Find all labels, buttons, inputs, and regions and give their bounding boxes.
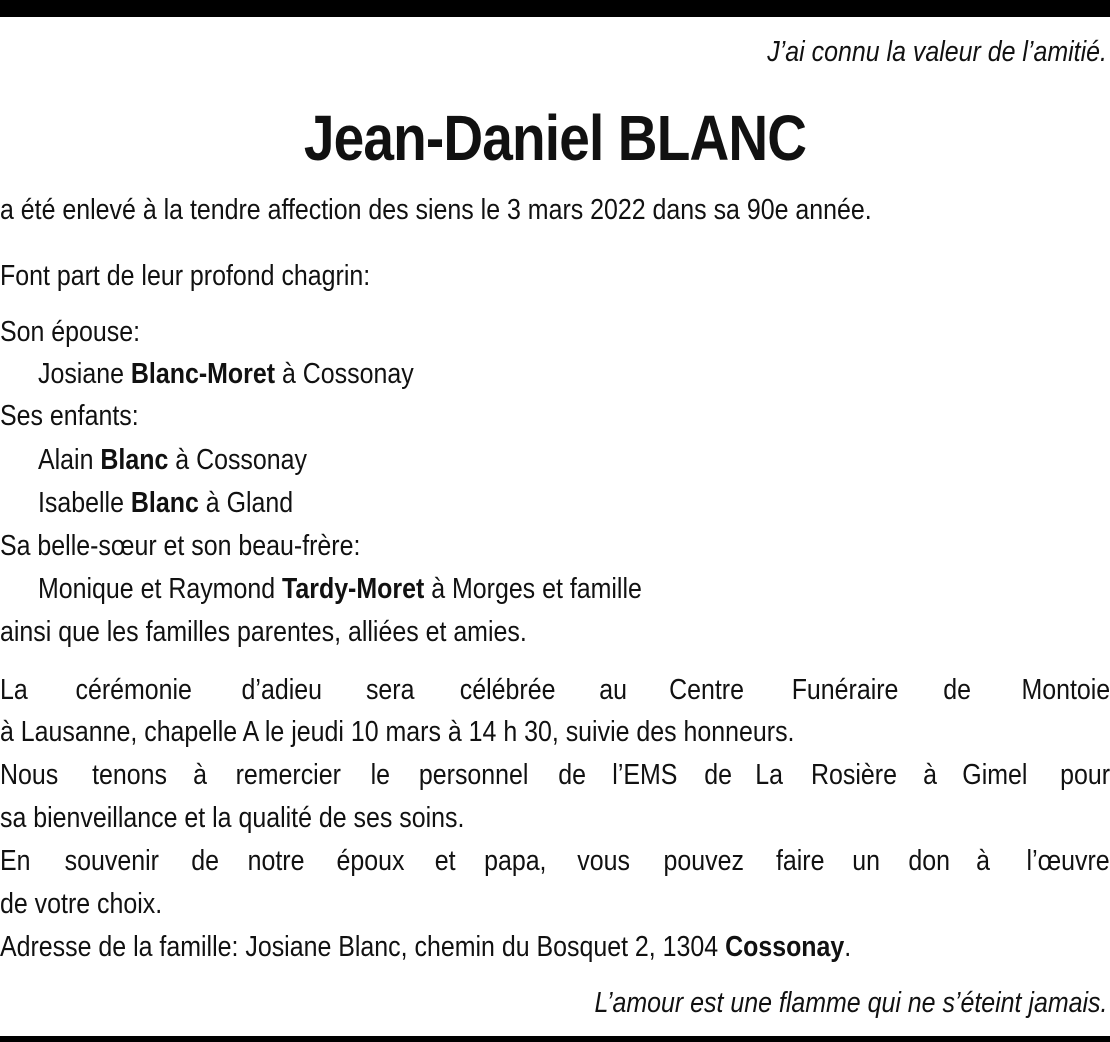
word: cérémonie [75, 674, 192, 706]
word: sera [365, 674, 415, 706]
inlaws-heading: Sa belle-sœur et son beau-frère: [0, 530, 361, 562]
child-last-name: Blanc [100, 444, 169, 476]
ceremony-line-2: à Lausanne, chapelle A le jeudi 10 mars à 14 h 30, suivie des honneurs. [0, 716, 795, 748]
child-last-name: Blanc [130, 487, 199, 519]
word: à [193, 759, 208, 791]
spouse-place: à Cossonay [281, 358, 414, 390]
inlaws-last-name: Tardy-Moret [281, 573, 425, 605]
word: l’EMS [612, 759, 678, 791]
word: de [191, 845, 220, 877]
word: un [852, 845, 881, 877]
spouse-heading: Son épouse: [0, 316, 141, 348]
donation-line-2: de votre choix. [0, 888, 163, 920]
spouse-first-name: Josiane [38, 358, 124, 390]
word: à [923, 759, 938, 791]
word: Gimel [962, 759, 1028, 791]
word: de [943, 674, 971, 706]
child-first-name: Isabelle [38, 487, 124, 519]
children-heading: Ses enfants: [0, 400, 139, 432]
word: à [976, 845, 991, 877]
word: Nous [0, 759, 59, 791]
word: de [558, 759, 587, 791]
word: papa, [483, 845, 547, 877]
word: célébrée [459, 674, 556, 706]
word: et [434, 845, 455, 877]
word: Montoie [1021, 674, 1110, 706]
inlaws-entry [38, 569, 642, 609]
word: En [0, 845, 31, 877]
announcement-line: Font part de leur profond chagrin: [0, 260, 371, 292]
word: pour [1059, 759, 1110, 791]
deceased-name-text: Jean-Daniel BLANC [303, 102, 807, 174]
child-entry [38, 483, 293, 523]
word: d’adieu [241, 674, 322, 706]
word: remercier [235, 759, 342, 791]
donation-line-1 [0, 841, 1110, 881]
child-place: à Cossonay [175, 444, 307, 476]
address-period: . [844, 931, 852, 963]
inlaws-place: à Morges et famille [431, 573, 642, 605]
word: l’œuvre [1026, 845, 1110, 877]
families-line: ainsi que les familles parentes, alliées et amies. [0, 616, 527, 648]
word: souvenir [65, 845, 160, 877]
bottom-border [0, 1036, 1110, 1042]
child-entry [38, 440, 307, 480]
ceremony-line-1 [0, 670, 1110, 710]
spouse-last-name: Blanc-Moret [130, 358, 276, 390]
inlaws-first-names: Monique et Raymond [38, 573, 276, 605]
word: vous [577, 845, 631, 877]
word: de [703, 759, 732, 791]
address-text: Adresse de la famille: Josiane Blanc, chemin du Bosquet 2, 1304 [0, 931, 719, 963]
word: Funéraire [791, 674, 899, 706]
spouse-entry [38, 354, 414, 394]
word: Centre [668, 674, 744, 706]
closing-quote: L’amour est une flamme qui ne s’éteint jamais. [594, 987, 1107, 1019]
word: tenons [92, 759, 168, 791]
word: don [908, 845, 950, 877]
word: pouvez [663, 845, 744, 877]
family-address [0, 927, 851, 967]
word: Rosière [810, 759, 897, 791]
opening-quote: J’ai connu la valeur de l’amitié. [767, 36, 1107, 68]
child-first-name: Alain [38, 444, 94, 476]
address-city: Cossonay [725, 931, 845, 963]
word: personnel [418, 759, 529, 791]
thanks-line-2: sa bienveillance et la qualité de ses soins. [0, 802, 465, 834]
thanks-line-1 [0, 755, 1110, 795]
child-place: à Gland [205, 487, 294, 519]
deceased-name [0, 100, 1110, 176]
word: époux [337, 845, 405, 877]
word: La [0, 674, 28, 706]
word: au [599, 674, 627, 706]
intro-text: a été enlevé à la tendre affection des siens le 3 mars 2022 dans sa 90e année. [0, 194, 872, 226]
word: faire [775, 845, 825, 877]
word: La [754, 759, 783, 791]
word: le [370, 759, 390, 791]
word: notre [248, 845, 305, 877]
